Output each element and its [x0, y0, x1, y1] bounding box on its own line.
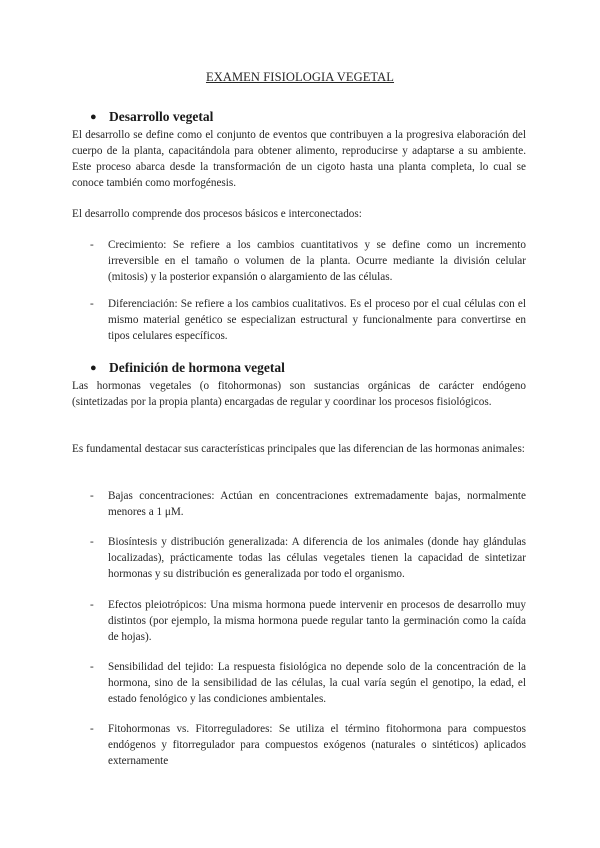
list-item-biosintesis — [90, 534, 526, 582]
section-lead-paragraph: Es fundamental destacar sus características principales que las diferencian de las hormonas animales: — [72, 443, 525, 455]
dash-marker: - — [90, 599, 94, 611]
section-intro-paragraph: Las hormonas vegetales (o fitohormonas) son sustancias orgánicas de carácter endógeno (sintetizadas por la propia planta) encargadas de regular y coordinar los procesos fisiológicos. — [72, 380, 526, 408]
section-heading-text: Definición de hormona vegetal — [109, 360, 285, 375]
list-item-text: Efectos pleiotrópicos: Una misma hormona puede intervenir en procesos de desarrollo muy distintos (por ejemplo, la misma hormona puede regular tanto la germinación como la caída de hojas). — [108, 599, 526, 643]
document-title: EXAMEN FISIOLOGIA VEGETAL — [205, 70, 395, 84]
dash-marker: - — [90, 536, 94, 548]
list-item-text: Biosíntesis y distribución generalizada: A diferencia de los animales (donde hay glándulas localizadas), prácticamente todas las células vegetales tienen la capacidad de sintetizar hormonas y su distribución es generalizada por todo el organismo. — [108, 536, 526, 580]
list-item-text: Diferenciación: Se refiere a los cambios cualitativos. Es el proceso por el cual células con el mismo material genético se especializan estructural y funcionalmente para convertirse en tipos celulares específicos. — [108, 298, 526, 342]
bullet-icon: ● — [90, 111, 97, 123]
dash-marker: - — [90, 723, 94, 735]
list-item-fitohormonas — [90, 721, 526, 769]
list-item-efectos-pleiotropicos — [90, 597, 526, 645]
list-item-sensibilidad — [90, 659, 526, 707]
dash-marker: - — [90, 298, 94, 310]
list-item-text: Crecimiento: Se refiere a los cambios cuantitativos y se define como un incremento irreversible en el tamaño o volumen de la planta. Ocurre mediante la división celular (mitosis) y la posterior expansión o alargamiento de las células. — [108, 239, 526, 283]
list-item-crecimiento — [90, 237, 526, 285]
list-item-text: Fitohormonas vs. Fitorreguladores: Se utiliza el término fitohormona para compuestos endógenos y fitorregulador para compuestos exógenos (naturales o sintéticos) aplicados externamente — [108, 723, 526, 767]
list-item-text: Bajas concentraciones: Actúan en concentraciones extremadamente bajas, normalmente menores a 1 μM. — [108, 490, 526, 518]
dash-marker: - — [90, 661, 94, 673]
section-intro-paragraph: El desarrollo se define como el conjunto de eventos que contribuyen a la progresiva elaboración del cuerpo de la planta, capacitándola para obtener alimento, reproducirse y adaptarse a su ambiente. Este proceso abarca desde la transformación de un cigoto hasta una planta completa, lo cual se conoce también como morfogénesis. — [72, 129, 526, 189]
dash-marker: - — [90, 239, 94, 251]
dash-marker: - — [90, 490, 94, 502]
list-item-text: Sensibilidad del tejido: La respuesta fisiológica no depende solo de la concentración de la hormona, sino de la sensibilidad de las células, la cual varía según el genotipo, la edad, el estado fenológico y las condiciones ambientales. — [108, 661, 526, 705]
bullet-icon: ● — [90, 362, 97, 374]
section-heading-text: Desarrollo vegetal — [109, 109, 214, 124]
list-item-diferenciacion — [90, 296, 526, 344]
section-lead-paragraph: El desarrollo comprende dos procesos básicos e interconectados: — [72, 208, 362, 220]
list-item-bajas-concentraciones — [90, 488, 526, 520]
